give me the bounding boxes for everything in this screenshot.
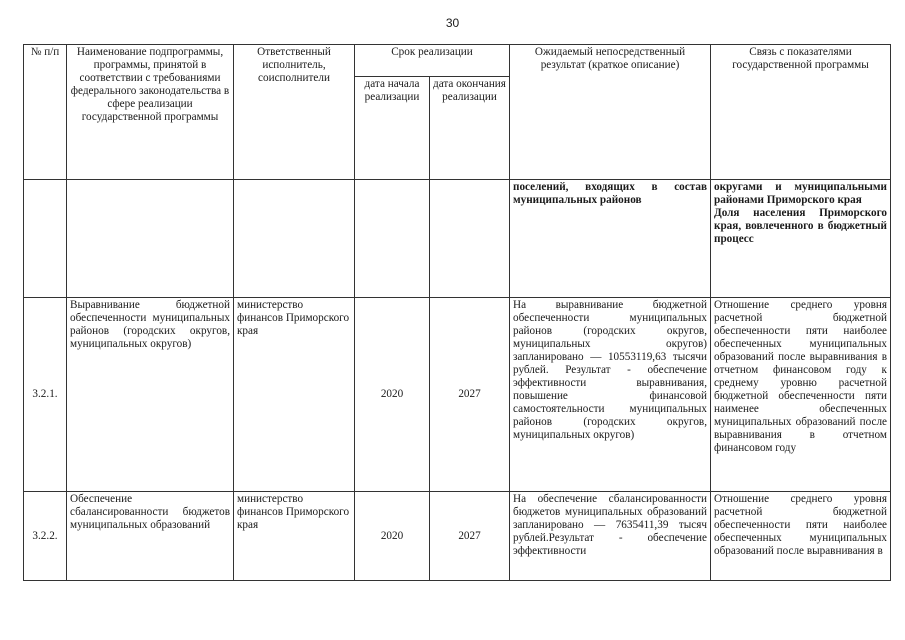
- row-responsible: министерство финансов Приморского края: [234, 492, 355, 581]
- cont-link: [711, 180, 891, 298]
- cont-start: [355, 180, 430, 298]
- row-name: Обеспечение сбалансированности бюджетов муниципальных образований: [67, 492, 234, 581]
- header-num: № п/п: [24, 45, 67, 180]
- row-end: 2027: [430, 298, 510, 492]
- header-link: Связь с показателями государственной программы: [711, 45, 891, 180]
- row-start: 2020: [355, 492, 430, 581]
- cont-link-1: округами и муниципальными районами Приморского края: [714, 181, 887, 206]
- row-name: Выравнивание бюджетной обеспеченности муниципальных районов (городских округов, муниципальных округов): [67, 298, 234, 492]
- continuation-row: [24, 180, 891, 298]
- cont-end: [430, 180, 510, 298]
- row-link: Отношение среднего уровня расчетной бюджетной обеспеченности пяти наиболее обеспеченных муниципальных образований после выравнивания в: [711, 492, 891, 581]
- header-name: Наименование подпрограммы, программы, принятой в соответствии с требованиями федерального законодательства в сфере реализации государственной программы: [67, 45, 234, 180]
- cont-responsible: [234, 180, 355, 298]
- cont-name: [67, 180, 234, 298]
- page-number: 30: [445, 16, 460, 30]
- program-table: [23, 44, 891, 581]
- row-result: На выравнивание бюджетной обеспеченности муниципальных районов (городских округов, муниципальных округов) запланировано — 10553119,63 тысячи рублей. Результат - обеспечение эффективности выравнивания, повышение финансовой самостоятельности муниципальных районов (городских округов, муниципальных округов): [510, 298, 711, 492]
- header-responsible: Ответственный исполнитель, соисполнители: [234, 45, 355, 180]
- header-period: Срок реализации: [355, 45, 510, 77]
- table-row: [24, 298, 891, 492]
- row-num: 3.2.1.: [24, 298, 67, 492]
- header-result: Ожидаемый непосредственный результат (краткое описание): [510, 45, 711, 180]
- header-start: дата начала реализации: [355, 77, 430, 180]
- row-link: Отношение среднего уровня расчетной бюджетной обеспеченности пяти наиболее обеспеченных муниципальных образований после выравнивания в отчетном финансовом году к среднему уровню расчетной бюджетной обеспеченности пяти наименее обеспеченных муниципальных образований после выравнивания в отчетном финансовом году: [711, 298, 891, 492]
- header-end: дата окончания реализации: [430, 77, 510, 180]
- row-end: 2027: [430, 492, 510, 581]
- cont-link-2: Доля населения Приморского края, вовлеченного в бюджетный процесс: [714, 207, 887, 245]
- cont-result: поселений, входящих в состав муниципальных районов: [510, 180, 711, 298]
- row-start: 2020: [355, 298, 430, 492]
- cont-num: [24, 180, 67, 298]
- row-result: На обеспечение сбалансированности бюджетов муниципальных образований запланировано — 7635411,39 тысяч рублей.Результат - обеспечение эффективности: [510, 492, 711, 581]
- header-row-1: [24, 45, 891, 77]
- row-responsible: министерство финансов Приморского края: [234, 298, 355, 492]
- row-num: 3.2.2.: [24, 492, 67, 581]
- table-row: [24, 492, 891, 581]
